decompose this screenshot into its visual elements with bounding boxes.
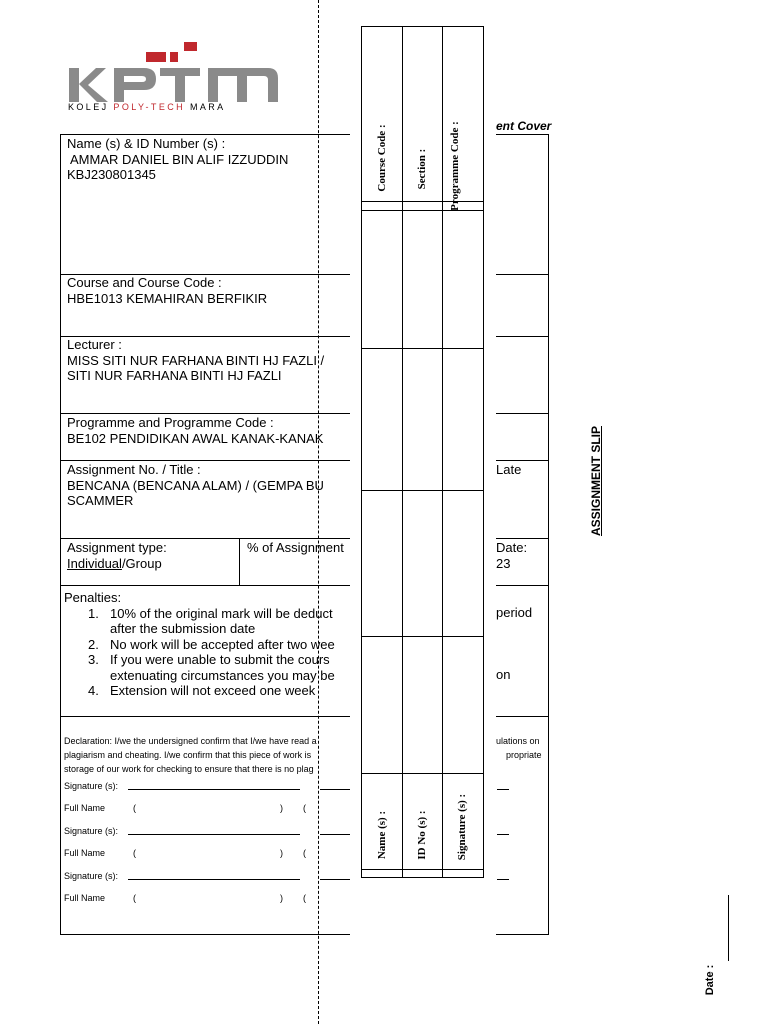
slip-row-line — [361, 490, 484, 491]
date-label-fragment: Date: — [496, 540, 528, 555]
logo-subtitle-mara: MARA — [189, 102, 226, 112]
percent-label: % of Assignment — [247, 540, 344, 555]
fullname-row — [64, 891, 354, 914]
programme-label: Programme and Programme Code : — [67, 415, 274, 430]
penalty-text: No work will be accepted after two wee — [110, 636, 335, 652]
lecturer-line1: MISS SITI NUR FARHANA BINTI HJ FAZLI / — [67, 352, 325, 368]
slip-col-line — [402, 26, 403, 878]
row-sep-4 — [60, 460, 350, 461]
row-sep-7 — [60, 716, 350, 717]
form-bottom-border-right — [496, 934, 548, 935]
assignment-section — [67, 462, 324, 509]
slip-row-line — [361, 26, 484, 27]
individual-option: Individual — [67, 555, 122, 571]
fullname-open-paren: ( — [133, 848, 136, 858]
fullname-open-paren-2: ( — [303, 893, 306, 903]
signature-line — [128, 879, 300, 880]
slip-id-no: ID No (s) : — [416, 810, 428, 860]
kptm-logo-subtitle — [68, 102, 226, 112]
penalty-item — [64, 652, 354, 683]
assignment-type-label: Assignment type: — [67, 540, 167, 555]
penalties-section — [64, 590, 354, 699]
fullname-close-paren: ) — [280, 893, 283, 903]
declaration-right2: propriate — [506, 750, 542, 760]
slip-col-line — [361, 26, 362, 878]
signature-label: Signature (s): — [64, 826, 119, 836]
cut-dashed-line — [318, 0, 319, 1024]
form-left-border — [60, 134, 61, 935]
slip-programme-code: Programme Code : — [449, 121, 461, 211]
programme-value: BE102 PENDIDIKAN AWAL KANAK-KANAK — [67, 430, 324, 446]
assignment-slip-table — [350, 0, 496, 1024]
row-sep-5 — [60, 538, 350, 539]
fullname-label: Full Name — [64, 848, 106, 858]
name-id-label: Name (s) & ID Number (s) : — [67, 136, 226, 151]
course-section — [67, 275, 267, 306]
kptm-logo-mark — [66, 40, 281, 102]
penalty-num: 2. — [88, 636, 99, 652]
penalty-text-cont: after the submission date — [110, 621, 256, 636]
form-top-border — [60, 134, 350, 135]
lecturer-label: Lecturer : — [67, 337, 122, 352]
student-name: AMMAR DANIEL BIN ALIF IZZUDDIN — [70, 151, 289, 167]
assignment-slip-title: ASSIGNMENT SLIP — [589, 426, 603, 537]
slip-col-line — [442, 26, 443, 878]
assignment-line1: BENCANA (BENCANA ALAM) / (GEMPA BU — [67, 477, 324, 493]
signature-line — [128, 834, 300, 835]
penalties-label: Penalties: — [64, 590, 122, 605]
slip-signature: Signature (s) : — [456, 793, 468, 861]
signature-label: Signature (s): — [64, 871, 119, 881]
slip-row-line — [361, 348, 484, 349]
penalty-item — [64, 606, 354, 637]
signature-line-2 — [320, 879, 350, 880]
assignment-type-value — [67, 556, 167, 572]
declaration-line1: Declaration: I/we the undersigned confirm that I/we have read a — [64, 736, 317, 746]
date-fragment — [496, 540, 527, 571]
signature-dash-right — [497, 879, 509, 880]
signature-line-2 — [320, 834, 350, 835]
course-value: HBE1013 KEMAHIRAN BERFIKIR — [67, 290, 268, 306]
signature-row — [64, 869, 354, 891]
fullname-close-paren: ) — [280, 803, 283, 813]
logo-subtitle-polytech: POLY-TECH — [113, 102, 186, 112]
penalty-num: 4. — [88, 683, 99, 698]
signature-block — [64, 779, 354, 914]
slip-row-line — [361, 773, 484, 774]
slip-course-code: Course Code : — [376, 124, 388, 192]
on-fragment: on — [496, 667, 511, 682]
declaration-right — [496, 734, 542, 762]
group-option: /Group — [121, 555, 162, 571]
programme-section — [67, 415, 323, 446]
row-sep-r6 — [496, 585, 548, 586]
date-field — [698, 895, 738, 1005]
row-sep-r4 — [496, 460, 548, 461]
declaration-line2: plagiarism and cheating. I/we confirm that this piece of work is — [64, 750, 312, 760]
signature-line — [128, 789, 300, 790]
row-sep-r1 — [496, 274, 548, 275]
row-sep-6 — [60, 585, 350, 586]
period-fragment: period — [496, 605, 533, 620]
declaration-section — [64, 734, 317, 776]
penalty-text-cont: extenuating circumstances you may be — [110, 667, 335, 683]
signature-row — [64, 824, 354, 846]
cover-title-fragment: ent Cover — [496, 119, 552, 133]
fullname-label: Full Name — [64, 893, 106, 903]
fullname-open-paren-2: ( — [303, 848, 306, 858]
declaration-right1: ulations on — [496, 736, 540, 746]
late-fragment: Late — [496, 462, 522, 477]
slip-row-line — [361, 636, 484, 637]
penalty-item — [64, 637, 354, 653]
penalty-text: 10% of the original mark will be deduct — [110, 605, 333, 621]
penalty-text: Extension will not exceed one week — [110, 683, 316, 698]
fullname-label: Full Name — [64, 803, 106, 813]
student-id: KBJ230801345 — [67, 167, 156, 182]
date-line — [728, 895, 729, 961]
assignment-line2: SCAMMER — [67, 493, 134, 508]
penalty-num: 3. — [88, 652, 99, 667]
slip-name: Name (s) : — [376, 810, 388, 860]
fullname-row — [64, 801, 354, 824]
name-id-section — [67, 136, 288, 183]
fullname-open-paren-2: ( — [303, 803, 306, 813]
penalty-item — [64, 683, 354, 699]
row-sep-3 — [60, 413, 350, 414]
lecturer-line2: SITI NUR FARHANA BINTI HJ FAZLI — [67, 368, 282, 383]
row-sep-r7 — [496, 716, 548, 717]
logo-subtitle-kolej: KOLEJ — [68, 102, 109, 112]
assignment-type-divider — [239, 538, 240, 585]
penalty-num: 1. — [88, 605, 99, 621]
declaration-line3: storage of our work for checking to ensure that there is no plag — [64, 764, 314, 774]
kptm-logo — [66, 40, 281, 118]
fullname-open-paren: ( — [133, 893, 136, 903]
row-sep-r2 — [496, 336, 548, 337]
fullname-close-paren: ) — [280, 848, 283, 858]
signature-row — [64, 779, 354, 801]
form-bottom-border — [60, 934, 350, 935]
row-sep-r3 — [496, 413, 548, 414]
row-sep-r5 — [496, 538, 548, 539]
course-label: Course and Course Code : — [67, 275, 222, 290]
form-right-border — [548, 134, 549, 935]
signature-label: Signature (s): — [64, 781, 119, 791]
signature-dash-right — [497, 789, 509, 790]
slip-col-line — [483, 26, 484, 878]
assignment-type-section — [67, 540, 167, 571]
date-value-fragment: 23 — [496, 555, 511, 571]
signature-line-2 — [320, 789, 350, 790]
assignment-label: Assignment No. / Title : — [67, 462, 201, 477]
slip-section: Section : — [416, 148, 428, 190]
penalty-text: If you were unable to submit the cours — [110, 652, 330, 667]
lecturer-section — [67, 337, 324, 384]
form-top-border-right — [496, 134, 548, 135]
signature-dash-right — [497, 834, 509, 835]
date-label: Date : — [704, 964, 716, 996]
fullname-row — [64, 846, 354, 869]
fullname-open-paren: ( — [133, 803, 136, 813]
